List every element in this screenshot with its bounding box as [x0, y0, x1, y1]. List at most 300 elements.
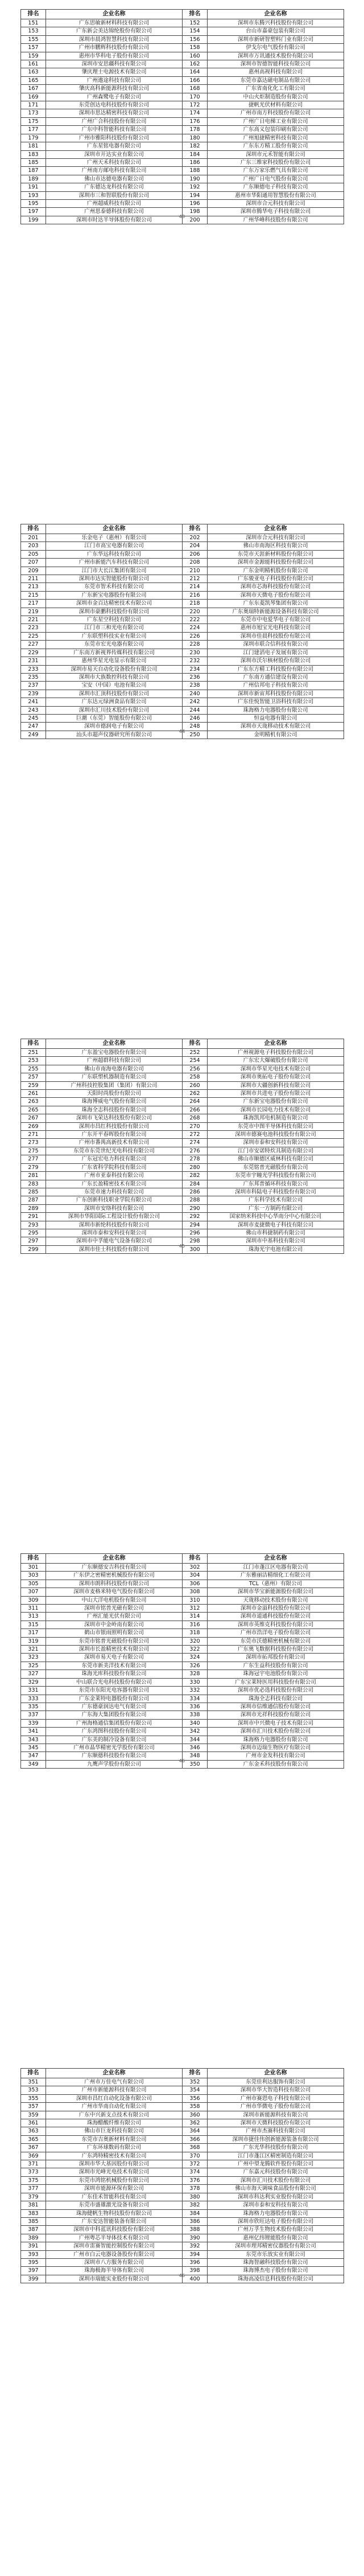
table-row: [21, 583, 344, 591]
rank-cell: 217: [21, 600, 46, 608]
table-row: [21, 93, 344, 101]
company-name-cell: 广东思敏新材料科技有限公司: [46, 19, 183, 27]
company-name-cell: 广东南方新视界传媒科技有限公司: [46, 649, 183, 657]
company-name-cell: 深圳市佳晨科技股份有限公司: [208, 632, 344, 640]
company-name-cell: 东莞市盛雄激光设备有限公司: [46, 2201, 183, 2209]
table-row: [21, 1065, 344, 1073]
rank-cell: 399: [21, 2275, 46, 2283]
rank-cell: 303: [21, 1572, 46, 1580]
rank-cell: 256: [183, 1065, 208, 1073]
rank-header: 排名: [21, 1039, 46, 1049]
rank-cell: 209: [21, 567, 46, 575]
company-name-cell: 深圳市华阳国际工程设计股份有限公司: [46, 1213, 183, 1221]
rank-cell: 195: [21, 199, 46, 207]
company-name-cell: 广州海格通信集团股份有限公司: [46, 1719, 183, 1727]
rank-cell: 279: [21, 1163, 46, 1171]
rank-cell: 151: [21, 19, 46, 27]
company-name-cell: 珠海全志科技有限公司: [208, 1695, 344, 1703]
company-name-cell: 深圳市理邦精密仪器股份有限公司: [208, 2242, 344, 2250]
rank-cell: 345: [21, 1744, 46, 1751]
rank-cell: 190: [183, 175, 208, 183]
rank-cell: 389: [21, 2234, 46, 2242]
name-header: 企业名称: [46, 2069, 183, 2078]
rank-cell: 160: [183, 52, 208, 60]
table-row: [21, 2185, 344, 2193]
rank-cell: 168: [183, 85, 208, 93]
company-name-cell: 中山火炬制造股份有限公司: [208, 93, 344, 101]
company-name-cell: 深圳市长盈精密技术有限公司: [46, 1646, 183, 1654]
company-name-cell: 肇庆高科新能源科技有限公司: [46, 85, 183, 93]
table-row: [21, 575, 344, 583]
rank-cell: 395: [21, 2258, 46, 2266]
company-name-cell: 广州超威科技有限公司: [46, 199, 183, 207]
rank-cell: 299: [21, 1245, 46, 1253]
company-name-cell: 广东盈宝电器股份有限公司: [46, 1049, 183, 1057]
rank-cell: 305: [21, 1580, 46, 1588]
rank-cell: 223: [21, 624, 46, 632]
company-name-cell: 深圳市能源环保有限公司: [46, 2185, 183, 2193]
table-row: [21, 1114, 344, 1122]
company-name-cell: 广州科技控股集团（集团）有限公司: [46, 1081, 183, 1089]
company-name-cell: 广州万孚生物技术股份有限公司: [208, 2226, 344, 2234]
table-row: [21, 1057, 344, 1065]
rank-cell: 243: [21, 706, 46, 714]
rank-cell: 328: [183, 1670, 208, 1678]
company-name-cell: 深圳市汇川技术股份有限公司: [208, 1728, 344, 1736]
company-name-cell: 广东嘉元科技股份有限公司: [208, 2168, 344, 2176]
table-row: [21, 2193, 344, 2201]
rank-cell: 323: [21, 1654, 46, 1662]
rank-cell: 325: [21, 1662, 46, 1670]
company-name-cell: 珠海智融科技股份有限公司: [208, 2258, 344, 2266]
rank-cell: 369: [21, 2152, 46, 2160]
table-row: [21, 2168, 344, 2176]
company-name-cell: 天阳时尚股份有限公司: [46, 1090, 183, 1098]
table-row: [21, 534, 344, 542]
company-name-cell: 深圳市汇川技术股份有限公司: [208, 2176, 344, 2184]
rank-cell: 266: [183, 1106, 208, 1114]
rank-cell: 374: [183, 2168, 208, 2176]
rank-cell: 394: [183, 2250, 208, 2258]
company-name-cell: 东莞市智禾科技有限公司: [46, 583, 183, 591]
rank-cell: 204: [183, 542, 208, 550]
company-name-cell: 深圳市捷佳伟创新能源装备有限公司: [208, 2135, 344, 2143]
rank-cell: 174: [183, 109, 208, 117]
table-row: [21, 2226, 344, 2234]
table-header: [21, 10, 344, 19]
company-name-cell: 广东生益科技股份有限公司: [208, 1662, 344, 1670]
table-row: [21, 1646, 344, 1654]
rank-cell: 224: [183, 624, 208, 632]
company-name-cell: 惠州高视科技有限公司: [208, 68, 344, 76]
rank-cell: 184: [183, 150, 208, 158]
rank-cell: 333: [21, 1695, 46, 1703]
company-name-cell: 广东一方制药有限公司: [208, 1204, 344, 1212]
company-name-cell: 惠州亿纬锂能股份有限公司: [208, 2234, 344, 2242]
company-name-cell: 广州广日电梯工业有限公司: [208, 117, 344, 125]
rank-cell: 293: [21, 1221, 46, 1229]
table-row: [21, 1637, 344, 1645]
rank-cell: 388: [183, 2226, 208, 2234]
company-name-cell: 佛山市南海电器有限公司: [46, 1065, 183, 1073]
table-row: [21, 2086, 344, 2094]
rank-cell: 263: [21, 1098, 46, 1106]
company-name-cell: 深圳市中孚能电气设备有限公司: [46, 1237, 183, 1245]
company-name-cell: 深圳市英维克科技股份有限公司: [208, 1621, 344, 1629]
rank-cell: 387: [21, 2226, 46, 2234]
company-name-cell: 广州市赛恩电子科技有限公司: [208, 2094, 344, 2102]
company-name-cell: 广州市华微电子股份有限公司: [208, 2103, 344, 2111]
rank-cell: 158: [183, 44, 208, 52]
rank-cell: 383: [21, 2209, 46, 2217]
rank-cell: 200: [183, 216, 208, 224]
company-name-cell: 广州市金发科技有限公司: [208, 1752, 344, 1760]
rank-cell: 273: [21, 1139, 46, 1147]
table-row: [21, 1572, 344, 1580]
table-row: [21, 1695, 344, 1703]
rank-cell: 301: [21, 1564, 46, 1572]
rank-cell: 344: [183, 1736, 208, 1744]
company-name-cell: 广州广日电气股份有限公司: [208, 175, 344, 183]
rank-cell: 330: [183, 1678, 208, 1686]
company-name-cell: 深圳市迈瑞生物医疗有限公司: [208, 1744, 344, 1751]
table-row: [21, 150, 344, 158]
company-name-cell: 广东高义包装印刷有限公司: [208, 126, 344, 134]
rank-cell: 348: [183, 1752, 208, 1760]
table-row: [21, 1744, 344, 1751]
rank-cell: 255: [21, 1065, 46, 1073]
table-row: [21, 1629, 344, 1637]
table-row: [21, 175, 344, 183]
rank-cell: 215: [21, 591, 46, 599]
company-name-cell: 广东东方精工科技股份有限公司: [208, 665, 344, 673]
rank-cell: 335: [21, 1703, 46, 1711]
rank-cell: 309: [21, 1596, 46, 1604]
rank-cell: 317: [21, 1629, 46, 1637]
table-header: [21, 2069, 344, 2078]
rank-cell: 219: [21, 608, 46, 616]
rank-cell: 310: [183, 1596, 208, 1604]
rank-cell: 287: [21, 1196, 46, 1204]
company-name-cell: 深圳市大疆创新科技有限公司: [208, 1081, 344, 1089]
rank-cell: 156: [183, 35, 208, 43]
table-row: [21, 1098, 344, 1106]
rank-cell: 180: [183, 134, 208, 142]
company-name-cell: 汕头市超声仪器研究所有限公司: [46, 731, 183, 739]
company-name-cell: 珠海博威电气股份有限公司: [46, 1098, 183, 1106]
company-name-cell: 广东鸿特精密技术有限公司: [46, 2152, 183, 2160]
company-name-cell: TCL（惠州）有限公司: [208, 1580, 344, 1588]
rank-cell: 377: [21, 2185, 46, 2193]
company-name-cell: 深圳市新研智塑料门业有限公司: [208, 35, 344, 43]
table-row: [21, 2201, 344, 2209]
company-name-cell: 东莞铭普光磁股份有限公司: [208, 1163, 344, 1171]
rank-cell: 201: [21, 534, 46, 542]
company-name-cell: 深圳市安络科技有限公司: [46, 1204, 183, 1212]
rank-cell: 227: [21, 641, 46, 649]
rank-cell: 205: [21, 550, 46, 558]
company-name-cell: 广东中科智能科技有限公司: [46, 126, 183, 134]
company-name-cell: 广州旭捷精密科技有限公司: [208, 134, 344, 142]
table-row: [21, 2176, 344, 2184]
company-name-cell: 广州市杰赛科技有限公司: [208, 2127, 344, 2135]
ranking-table: [20, 524, 344, 739]
company-name-cell: 江门市蓬江区电器有限公司: [208, 1564, 344, 1572]
table-row: [21, 632, 344, 640]
company-name-cell: 广东雅丽洁精细化工有限公司: [208, 1572, 344, 1580]
rank-cell: 242: [183, 698, 208, 706]
rank-cell: 280: [183, 1163, 208, 1171]
company-name-cell: 广东三维家科技股份有限公司: [208, 158, 344, 166]
rank-cell: 378: [183, 2185, 208, 2193]
table-row: [21, 608, 344, 616]
company-name-cell: 佛山市巨龙科技有限公司: [46, 2127, 183, 2135]
page-number: 44: [179, 729, 185, 734]
company-name-cell: 广东达元绿洲食品有限公司: [46, 698, 183, 706]
company-name-cell: 深圳市开达实业有限公司: [46, 150, 183, 158]
rank-cell: 272: [183, 1131, 208, 1139]
company-name-cell: 深圳市沃尔核材股份有限公司: [208, 657, 344, 665]
table-row: [21, 1605, 344, 1613]
table-row: [21, 1147, 344, 1155]
company-name-cell: 江门市高宝电器有限公司: [46, 542, 183, 550]
table-row: [21, 1662, 344, 1670]
company-name-cell: 深圳市新宙邦科技股份有限公司: [208, 690, 344, 698]
rank-cell: 183: [21, 150, 46, 158]
table-row: [21, 1081, 344, 1089]
company-name-cell: 东莞市新美洋技术有限公司: [46, 1662, 183, 1670]
rank-cell: 252: [183, 1049, 208, 1057]
table-row: [21, 1678, 344, 1686]
name-header: 企业名称: [208, 2069, 344, 2078]
company-name-cell: 深圳市中基科技有限公司: [208, 1237, 344, 1245]
table-row: [21, 1654, 344, 1662]
page-5: [20, 2068, 344, 2283]
rank-cell: 189: [21, 175, 46, 183]
company-name-cell: 广东奥瑞特新能源设备科技有限公司: [208, 608, 344, 616]
company-name-cell: 广州市华南自动化有限公司: [46, 2103, 183, 2111]
company-name-cell: 东莞市中电爱华电子有限公司: [208, 616, 344, 624]
company-name-cell: 佛山市顺德区威林科技有限公司: [208, 1155, 344, 1163]
rank-cell: 286: [183, 1188, 208, 1196]
rank-header: 排名: [21, 2069, 46, 2078]
table-row: [21, 550, 344, 558]
rank-cell: 276: [183, 1147, 208, 1155]
company-name-cell: 广东联塑科技实业有限公司: [46, 632, 183, 640]
company-name-cell: 江门建滔电子发展有限公司: [208, 649, 344, 657]
rank-cell: 304: [183, 1572, 208, 1580]
company-name-cell: 中山大洋电机股份有限公司: [46, 1596, 183, 1604]
table-row: [21, 2160, 344, 2168]
company-name-cell: 深圳市拓邦股份有限公司: [208, 1654, 344, 1662]
table-row: [21, 624, 344, 632]
table-row: [21, 167, 344, 175]
company-name-cell: 广州思泰德科技有限公司: [46, 208, 183, 216]
company-name-cell: 东莞市中图半导体科技有限公司: [208, 1122, 344, 1130]
company-name-cell: 东莞创达电科技股份有限公司: [46, 101, 183, 109]
rank-cell: 289: [21, 1204, 46, 1212]
table-row: [21, 567, 344, 575]
rank-cell: 267: [21, 1114, 46, 1122]
company-name-cell: 广东金莱特电器股份有限公司: [46, 1695, 183, 1703]
rank-cell: 396: [183, 2258, 208, 2266]
rank-cell: 300: [183, 1245, 208, 1253]
rank-cell: 302: [183, 1564, 208, 1572]
rank-cell: 210: [183, 567, 208, 575]
company-name-cell: 深圳市华星光电技术有限公司: [208, 1065, 344, 1073]
rank-cell: 315: [21, 1621, 46, 1629]
company-name-cell: 广东开平春晖股份有限公司: [46, 1131, 183, 1139]
company-name-cell: 东莞市天涯新材料股份有限公司: [208, 550, 344, 558]
rank-header: 排名: [183, 524, 208, 534]
company-name-cell: 深圳市麦捷微电子科技有限公司: [208, 1221, 344, 1229]
rank-cell: 318: [183, 1629, 208, 1637]
company-name-cell: 深圳市昌红自动化设备有限公司: [46, 2094, 183, 2102]
table-row: [21, 158, 344, 166]
table-row: [21, 1711, 344, 1719]
rank-cell: 275: [21, 1147, 46, 1155]
name-header: 企业名称: [208, 1554, 344, 1564]
company-name-cell: 乐金电子（惠州）有限公司: [46, 534, 183, 542]
company-name-cell: 江门市大长江集团有限公司: [46, 567, 183, 575]
company-name-cell: 深圳市天微电子股份有限公司: [208, 591, 344, 599]
rank-cell: 246: [183, 714, 208, 722]
rank-cell: 259: [21, 1081, 46, 1089]
company-name-cell: 东莞市东阳光电容器有限公司: [46, 1687, 183, 1695]
company-name-cell: 深圳市腾华电子科技有限公司: [208, 208, 344, 216]
company-name-cell: 广东顺德科技股份有限公司: [46, 1752, 183, 1760]
company-name-cell: 深圳市麦格米特电气股份有限公司: [46, 1588, 183, 1596]
table-row: [21, 2234, 344, 2242]
table-row: [21, 109, 344, 117]
company-name-cell: 佛山市海天调味食品股份有限公司: [208, 2185, 344, 2193]
company-name-cell: 广东佳禾智能科技有限公司: [46, 2193, 183, 2201]
rank-cell: 380: [183, 2193, 208, 2201]
company-name-cell: 东莞佳利达服饰有限公司: [208, 2078, 344, 2086]
rank-cell: 390: [183, 2234, 208, 2242]
company-name-cell: 深圳市元禾智能有限公司: [208, 150, 344, 158]
company-name-cell: 深圳市道通科技股份有限公司: [208, 1613, 344, 1621]
rank-cell: 234: [183, 665, 208, 673]
company-name-cell: 广东冠宏电力科技有限公司: [46, 1155, 183, 1163]
table-row: [21, 117, 344, 125]
rank-cell: 371: [21, 2160, 46, 2168]
rank-cell: 265: [21, 1106, 46, 1114]
table-row: [21, 191, 344, 199]
company-name-cell: 广东光华科技股份有限公司: [208, 2144, 344, 2152]
rank-cell: 306: [183, 1580, 208, 1588]
table-row: [21, 616, 344, 624]
table-header: [21, 1039, 344, 1049]
company-name-cell: 深圳市新纶科技股份有限公司: [46, 1221, 183, 1229]
rank-cell: 240: [183, 690, 208, 698]
company-name-cell: 深圳市共进电子股份有限公司: [208, 1090, 344, 1098]
table-row: [21, 1613, 344, 1621]
company-name-cell: 深圳市联合信科技有限公司: [208, 641, 344, 649]
rank-cell: 363: [21, 2127, 46, 2135]
rank-cell: 185: [21, 158, 46, 166]
table-row: [21, 199, 344, 207]
rank-cell: 212: [183, 575, 208, 583]
rank-cell: 385: [21, 2217, 46, 2225]
table-row: [21, 1188, 344, 1196]
rank-cell: 349: [21, 1760, 46, 1768]
company-name-cell: 广州南方邮电科技有限公司: [46, 167, 183, 175]
company-name-cell: 珠海光宇电池有限公司: [208, 1245, 344, 1253]
table-row: [21, 2119, 344, 2127]
rank-cell: 329: [21, 1678, 46, 1686]
company-name-cell: 广州中望龙腾软件股份有限公司: [208, 2160, 344, 2168]
rank-cell: 298: [183, 1237, 208, 1245]
rank-cell: 373: [21, 2168, 46, 2176]
company-name-cell: 深圳市汇川技术股份有限公司: [46, 706, 183, 714]
company-name-cell: 广东科学技术有限公司: [208, 1196, 344, 1204]
rank-cell: 194: [183, 191, 208, 199]
rank-cell: 176: [183, 117, 208, 125]
rank-cell: 222: [183, 616, 208, 624]
rank-cell: 192: [183, 183, 208, 191]
rank-cell: 258: [183, 1073, 208, 1081]
company-name-cell: 深圳市中金岭南有限公司: [46, 1621, 183, 1629]
company-name-cell: 广州广合科技股份有限公司: [46, 117, 183, 125]
company-name-cell: 深圳市华宝新能源股份有限公司: [208, 1588, 344, 1596]
company-name-cell: 惠州市旭宝光电科技有限公司: [208, 624, 344, 632]
company-name-cell: 广东环球数码有限公司: [46, 2144, 183, 2152]
rank-cell: 216: [183, 591, 208, 599]
table-row: [21, 1719, 344, 1727]
table-row: [21, 1736, 344, 1744]
rank-header: 排名: [21, 10, 46, 19]
table-row: [21, 60, 344, 68]
company-name-cell: 深圳市长园电力技术有限公司: [208, 1106, 344, 1114]
name-header: 企业名称: [46, 524, 183, 534]
company-name-cell: 广州市万佳电气有限公司: [46, 2078, 183, 2086]
company-name-cell: 深圳市金溢科技股份有限公司: [208, 1605, 344, 1613]
rank-cell: 262: [183, 1090, 208, 1098]
table-row: [21, 2152, 344, 2160]
company-name-cell: 伊戈尔电气股份有限公司: [208, 44, 344, 52]
company-name-cell: 惠州市华阳通用智慧股份有限公司: [208, 191, 344, 199]
rank-cell: 278: [183, 1155, 208, 1163]
company-name-cell: 深圳市易天自动化设备股份有限公司: [46, 665, 183, 673]
table-row: [21, 665, 344, 673]
rank-cell: 248: [183, 723, 208, 731]
company-name-cell: 深圳市雷赛智能控制股份有限公司: [46, 2242, 183, 2250]
table-row: [21, 641, 344, 649]
company-name-cell: 深圳市铭普光磁有限公司: [46, 1605, 183, 1613]
company-name-cell: 肇庆理士电源技术有限公司: [46, 68, 183, 76]
rank-cell: 391: [21, 2242, 46, 2250]
rank-cell: 172: [183, 101, 208, 109]
rank-cell: 393: [21, 2250, 46, 2258]
table-row: [21, 1139, 344, 1147]
rank-cell: 334: [183, 1695, 208, 1703]
rank-cell: 354: [183, 2086, 208, 2094]
table-row: [21, 698, 344, 706]
table-row: [21, 1073, 344, 1081]
rank-header: 排名: [21, 524, 46, 534]
table-row: [21, 2209, 344, 2217]
rank-cell: 231: [21, 657, 46, 665]
table-row: [21, 1670, 344, 1678]
rank-cell: 339: [21, 1719, 46, 1727]
table-row: [21, 1703, 344, 1711]
table-row: [21, 1588, 344, 1596]
rank-cell: 163: [21, 68, 46, 76]
rank-header: 排名: [183, 10, 208, 19]
table-row: [21, 142, 344, 150]
company-name-cell: 深圳市泰和安科技有限公司: [208, 2201, 344, 2209]
